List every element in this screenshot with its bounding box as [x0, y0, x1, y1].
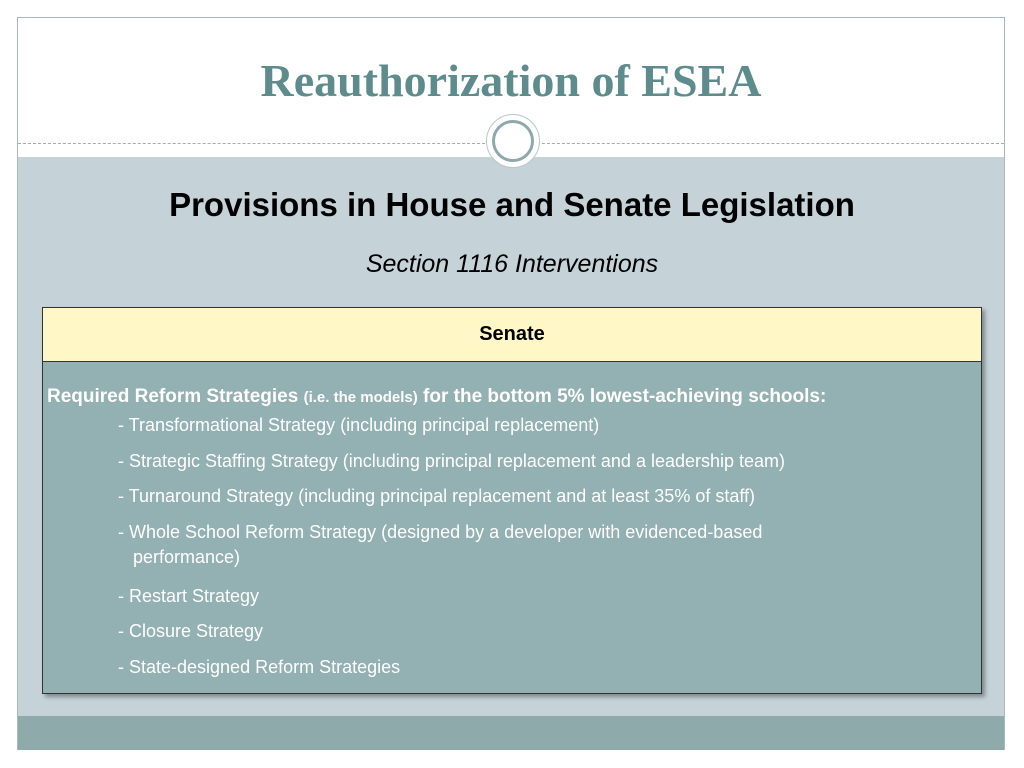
- table-body: [43, 362, 981, 693]
- list-item-whole-school-line1: - Whole School Reform Strategy (designed by a developer with evidenced-based: [118, 522, 763, 542]
- footer-band: [18, 716, 1004, 750]
- slide-subtitle: Provisions in House and Senate Legislation: [169, 186, 855, 223]
- heading-part-target: for the bottom 5% lowest-achieving schools:: [417, 386, 827, 407]
- section-label: Section 1116 Interventions: [365, 250, 659, 278]
- heading-part-main: Required Reform Strategies: [47, 386, 304, 407]
- list-item-state-designed: - State-designed Reform Strategies: [118, 657, 401, 677]
- senate-table: [42, 307, 982, 694]
- list-item-turnaround: - Turnaround Strategy (including principal replacement and at least 35% of staff): [118, 486, 756, 506]
- circle-ornament-ring: [492, 120, 534, 162]
- heading-part-models: (i.e. the models): [303, 389, 418, 406]
- slide-title: Reauthorization of ESEA: [260, 55, 762, 106]
- list-item-restart: - Restart Strategy: [118, 586, 260, 606]
- list-item-closure: - Closure Strategy: [118, 621, 264, 641]
- circle-ornament-icon: [486, 114, 540, 168]
- list-item-strategic-staffing: - Strategic Staffing Strategy (including principal replacement and a leadership team): [118, 451, 786, 471]
- list-item-whole-school-line2: performance): [133, 547, 241, 567]
- table-header-senate: Senate: [43, 308, 981, 362]
- list-item-whole-school-reform: [118, 522, 762, 568]
- reform-strategies-heading: [47, 386, 826, 408]
- list-item-transformational: - Transformational Strategy (including principal replacement): [118, 415, 600, 435]
